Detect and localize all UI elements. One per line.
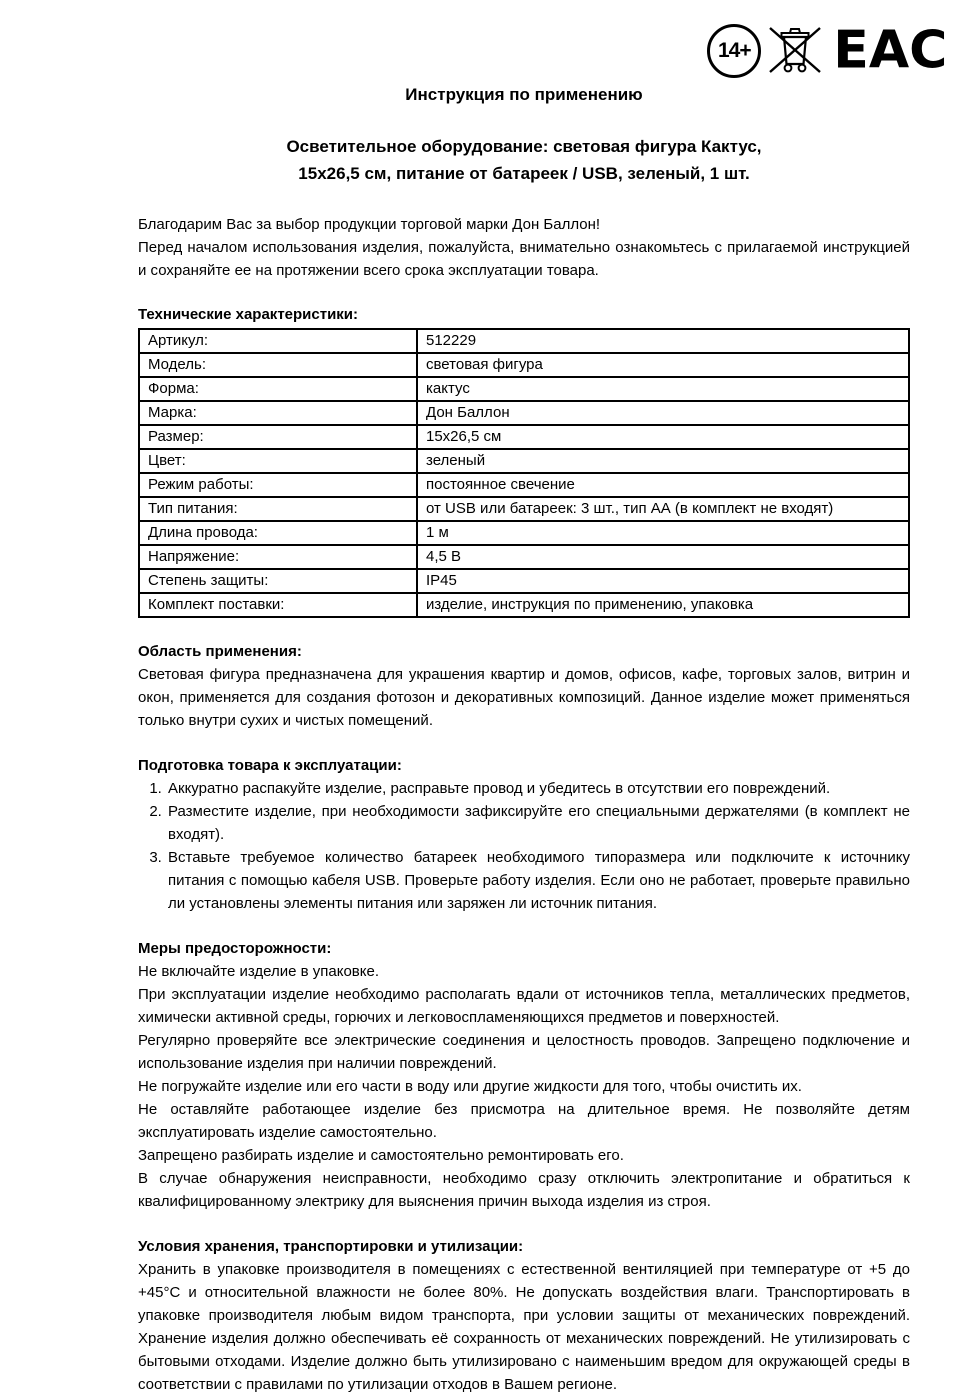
- storage-heading: Условия хранения, транспортировки и утилизации:: [138, 1238, 524, 1255]
- spec-value: IP45: [417, 569, 909, 593]
- product-subtitle-line1: Осветительное оборудование: световая фигура Кактус,: [286, 137, 762, 156]
- spec-label: Цвет:: [139, 449, 417, 473]
- document-content: [138, 0, 910, 1396]
- preparation-heading: Подготовка товара к эксплуатации:: [138, 757, 402, 774]
- spec-value: 512229: [417, 329, 909, 353]
- spec-row: [139, 545, 909, 569]
- precaution-paragraph: При эксплуатации изделие необходимо располагать вдали от источников тепла, металлических предметов, химически активной среды, горючих и легковоспламеняющихся предметов и поверхностей.: [138, 986, 910, 1026]
- specs-heading: Технические характеристики:: [138, 306, 359, 323]
- spec-value: кактус: [417, 377, 909, 401]
- storage-text: Хранить в упаковке производителя в помещениях с естественной вентиляцией при температуре от +5 до +45°С и относительной влажности не более 80%. Не допускать воздействия влаги. Транспортировать в упаковке производителя любым видом транспорта, при условии защиты от механических повреждений. Хранение изделия должно обеспечивать её сохранность от механических повреждений. Не утилизировать с бытовыми отходами. Изделие должно быть утилизировано с наименьшим вредом для окружающей среды в соответствии с правилами по утилизации отходов в Вашем регионе.: [138, 1261, 910, 1393]
- spec-label: Длина провода:: [139, 521, 417, 545]
- specs-table: [138, 328, 910, 618]
- precaution-paragraph: Не включайте изделие в упаковке.: [138, 963, 380, 980]
- spec-row: [139, 377, 909, 401]
- spec-row: [139, 569, 909, 593]
- spec-value: постоянное свечение: [417, 473, 909, 497]
- spec-value: зеленый: [417, 449, 909, 473]
- spec-label: Степень защиты:: [139, 569, 417, 593]
- spec-row: [139, 521, 909, 545]
- precaution-paragraph: Не оставляйте работающее изделие без присмотра на длительное время. Не позволяйте детям эксплуатировать изделие самостоятельно.: [138, 1101, 910, 1141]
- read-notice-paragraph: Перед началом использования изделия, пожалуйста, внимательно ознакомьтесь с прилагаемой инструкцией и сохраняйте ее на протяжении всего срока эксплуатации товара.: [138, 239, 910, 279]
- spec-label: Размер:: [139, 425, 417, 449]
- spec-row: [139, 473, 909, 497]
- spec-row: [139, 497, 909, 521]
- precautions-heading: Меры предосторожности:: [138, 940, 332, 957]
- spec-value: от USB или батареек: 3 шт., тип АА (в комплект не входят): [417, 497, 909, 521]
- preparation-steps-list: [138, 777, 910, 915]
- spec-value: 4,5 В: [417, 545, 909, 569]
- spec-label: Режим работы:: [139, 473, 417, 497]
- spec-label: Модель:: [139, 353, 417, 377]
- spec-row: [139, 353, 909, 377]
- spec-label: Напряжение:: [139, 545, 417, 569]
- spec-row: [139, 449, 909, 473]
- preparation-step: 3. Вставьте требуемое количество батареек необходимого типоразмера или подключите к источнику питания с помощью кабеля USB. Проверьте работу изделия. Если оно не работает, проверьте правильно ли установлены элементы питания или заряжен ли источник питания.: [166, 846, 910, 915]
- spec-label: Тип питания:: [139, 497, 417, 521]
- preparation-step: 2. Разместите изделие, при необходимости зафиксируйте его специальными держателями (в комплект не входят).: [166, 800, 910, 846]
- precaution-paragraph: Не погружайте изделие или его части в воду или другие жидкости для того, чтобы очистить их.: [138, 1078, 802, 1095]
- page-title: Инструкция по применению: [405, 85, 643, 104]
- preparation-step: 1. Аккуратно распакуйте изделие, расправьте провод и убедитесь в отсутствии его повреждений.: [166, 777, 910, 800]
- spec-label: Форма:: [139, 377, 417, 401]
- spec-label: Артикул:: [139, 329, 417, 353]
- spec-label: Комплект поставки:: [139, 593, 417, 617]
- age-restriction-label: 14+: [717, 38, 751, 62]
- eac-conformity-mark: EAC: [833, 20, 948, 80]
- precaution-paragraph: В случае обнаружения неисправности, необходимо сразу отключить электропитание и обратиться к квалифицированному электрику для выяснения причин выхода изделия из строя.: [138, 1170, 910, 1210]
- precaution-paragraph: Запрещено разбирать изделие и самостоятельно ремонтировать его.: [138, 1147, 624, 1164]
- product-subtitle-line2: 15х26,5 см, питание от батареек / USB, зеленый, 1 шт.: [298, 164, 750, 183]
- spec-value: изделие, инструкция по применению, упаковка: [417, 593, 909, 617]
- spec-row: [139, 593, 909, 617]
- spec-value: Дон Баллон: [417, 401, 909, 425]
- spec-row: [139, 329, 909, 353]
- application-text: Световая фигура предназначена для украшения квартир и домов, офисов, кафе, торговых залов, витрин и окон, применяется для создания фотозон и декоративных композиций. Данное изделие может применяться только внутри сухих и чистых помещений.: [138, 666, 910, 729]
- spec-row: [139, 425, 909, 449]
- product-subtitle: [138, 133, 910, 187]
- application-heading: Область применения:: [138, 643, 302, 660]
- spec-row: [139, 401, 909, 425]
- thanks-paragraph: Благодарим Вас за выбор продукции торговой марки Дон Баллон!: [138, 216, 601, 233]
- spec-label: Марка:: [139, 401, 417, 425]
- spec-value: 15х26,5 см: [417, 425, 909, 449]
- precaution-paragraph: Регулярно проверяйте все электрические соединения и целостность проводов. Запрещено подключение и использование изделия при наличии повреждений.: [138, 1032, 910, 1072]
- spec-value: световая фигура: [417, 353, 909, 377]
- spec-value: 1 м: [417, 521, 909, 545]
